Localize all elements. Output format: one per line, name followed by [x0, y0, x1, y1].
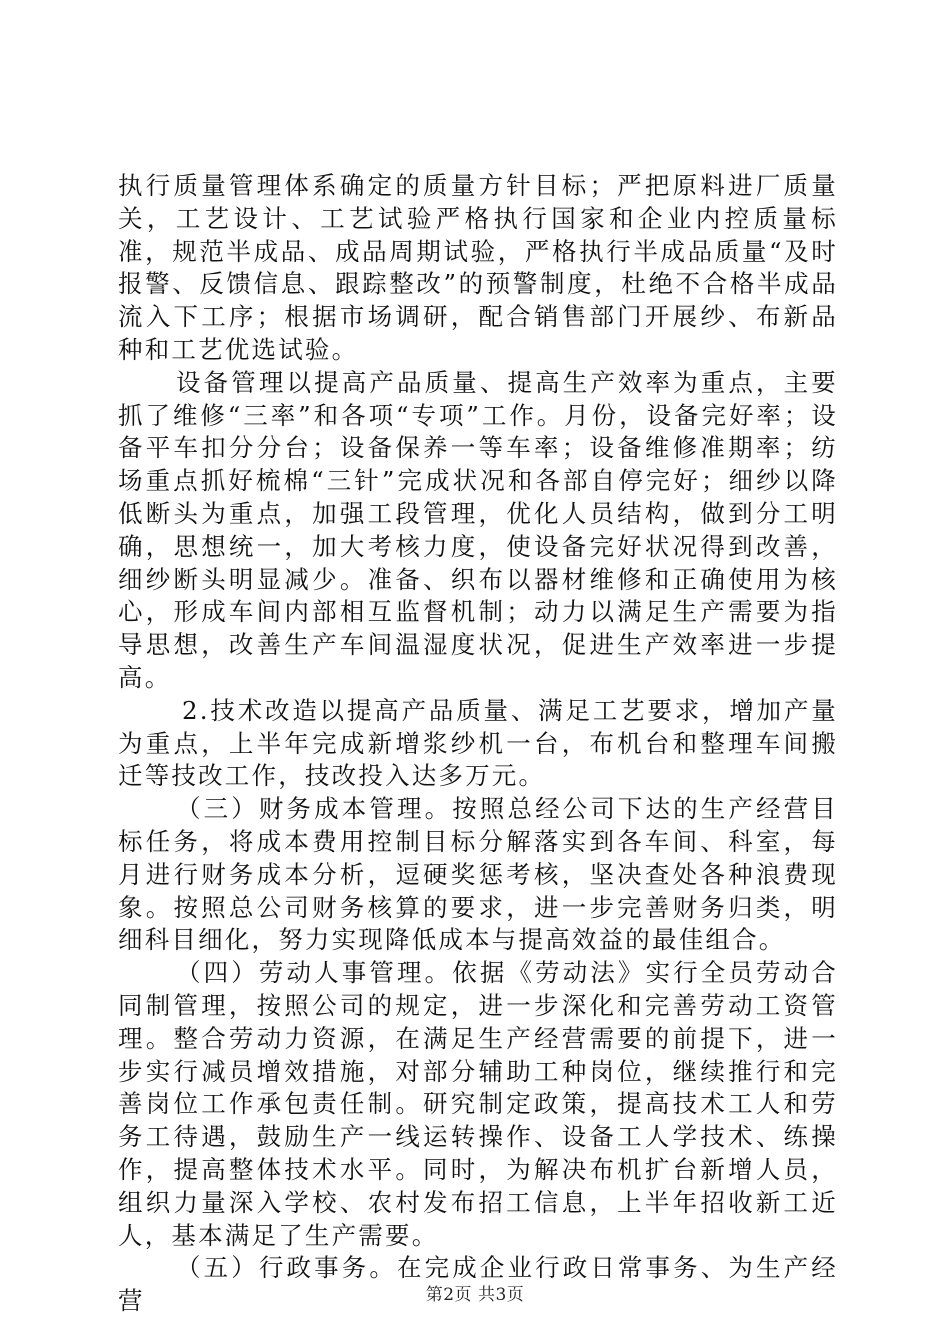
- paragraph-financial-cost-management: （三）财务成本管理。按照总经公司下达的生产经营目标任务，将成本费用控制目标分解落实到各车间、科室，每月进行财务成本分析，逗硬奖惩考核，坚决查处各种浪费现象。按照总公司财务核算的要求，进一步完善财务归类，明细科目细化，努力实现降低成本与提高效益的最佳组合。: [118, 794, 838, 955]
- paragraph-administrative-affairs: （五）行政事务。在完成企业行政日常事务、为生产经营: [118, 1253, 838, 1316]
- paragraph-labor-personnel-management: （四）劳动人事管理。依据《劳动法》实行全员劳动合同制管理，按照公司的规定，进一步深化和完善劳动工资管理。整合劳动力资源，在满足生产经营需要的前提下，进一步实行减员增效措施，对部分辅助工种岗位，继续推行和完善岗位工作承包责任制。研究制定政策，提高技术工人和劳务工待遇，鼓励生产一线运转操作、设备工人学技术、练操作，提高整体技术水平。同时，为解决布机扩台新增人员，组织力量深入学校、农村发布招工信息，上半年招收新工近人，基本满足了生产需要。: [118, 958, 838, 1250]
- paragraph-equipment-management: 设备管理以提高产品质量、提高生产效率为重点，主要抓了维修“三率”和各项“专项”工作。月份，设备完好率；设备平车扣分分台；设备保养一等车率；设备维修准期率；纺场重点抓好梳棉“三针”完成状况和各部自停完好；细纱以降低断头为重点，加强工段管理，优化人员结构，做到分工明确，思想统一，加大考核力度，使设备完好状况得到改善，细纱断头明显减少。准备、织布以器材维修和正确使用为核心，形成车间内部相互监督机制；动力以满足生产需要为指导思想，改善生产车间温湿度状况，促进生产效率进一步提高。: [118, 367, 838, 692]
- paragraph-quality-management: 执行质量管理体系确定的质量方针目标；严把原料进厂质量关，工艺设计、工艺试验严格执行国家和企业内控质量标准，规范半成品、成品周期试验，严格执行半成品质量“及时报警、反馈信息、跟踪整改”的预警制度，杜绝不合格半成品流入下工序；根据市场调研，配合销售部门开展纱、布新品种和工艺优选试验。: [118, 171, 838, 364]
- paragraph-technical-renovation: 2.技术改造以提高产品质量、满足工艺要求，增加产量为重点，上半年完成新增浆纱机一台，布机台和整理车间搬迁等技改工作，技改投入达多万元。: [118, 695, 838, 791]
- page-number-footer: 第2页 共3页: [425, 1285, 525, 1305]
- document-body: [118, 170, 838, 1318]
